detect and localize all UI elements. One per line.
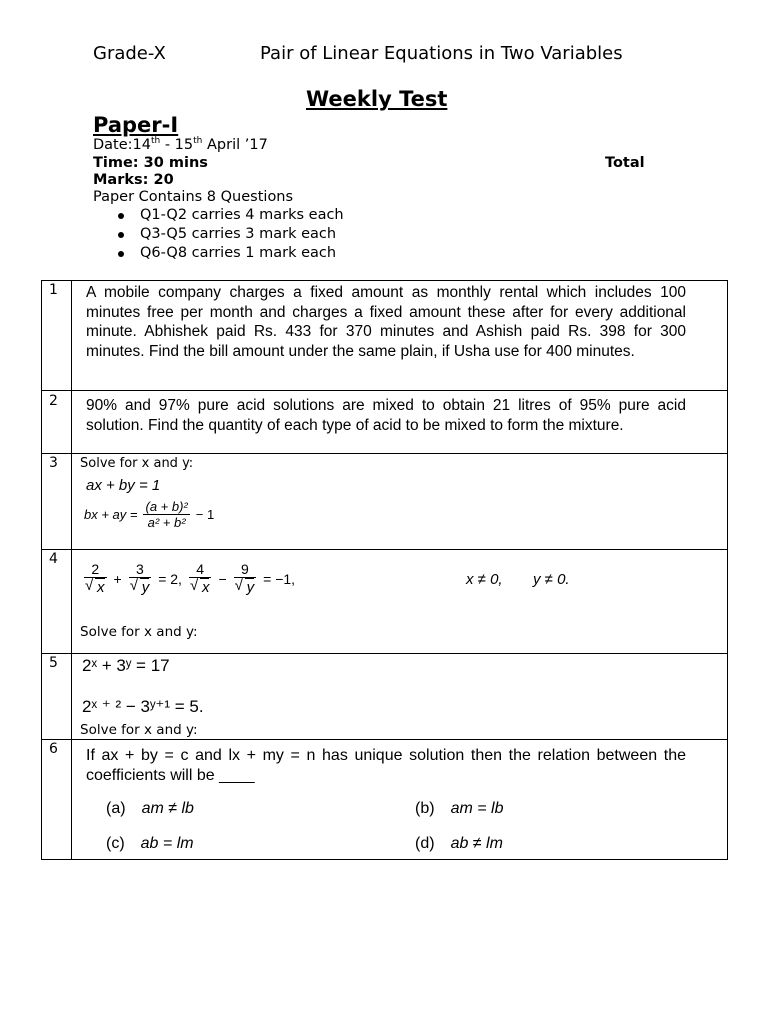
bullet-dot-icon [118, 251, 124, 257]
time-label: Time: 30 mins [93, 155, 208, 171]
option-c [106, 835, 194, 853]
fraction-denominator [189, 578, 212, 596]
option-label: (d) [415, 835, 435, 852]
fraction-numerator: 4 [189, 561, 212, 578]
fraction-numerator: 9 [234, 561, 257, 578]
fraction-denominator [84, 578, 107, 596]
question-number: 2 [49, 393, 58, 409]
option-a [106, 800, 194, 818]
total-label: Total [605, 155, 645, 171]
date-prefix: Date:14 [93, 137, 151, 153]
sqrt-symbol: √ y [245, 578, 255, 596]
fraction-numerator: 3 [129, 561, 152, 578]
option-label: (a) [106, 800, 126, 817]
row-divider [41, 453, 728, 454]
date-sup-1: th [151, 136, 161, 147]
fraction [84, 561, 107, 596]
operator: + [113, 570, 122, 587]
option-value: ab ≠ lm [450, 835, 503, 852]
fraction [234, 561, 257, 596]
table-border-right [727, 280, 728, 860]
question-number: 6 [49, 741, 58, 757]
question-number: 5 [49, 655, 58, 671]
sqrt-symbol: √ x [95, 578, 105, 596]
question-5-equation-1: 2ˣ + 3ʸ = 17 [82, 656, 170, 675]
question-4-equation [84, 561, 295, 596]
question-6-text: If ax + by = c and lx + my = n has unique solution then the relation between the coefficients will be ____ [86, 747, 686, 784]
test-date [93, 137, 268, 153]
bullet-item [140, 207, 344, 223]
eq2-lhs: bx + ay = [84, 507, 138, 522]
bullet-text: Q1-Q2 carries 4 marks each [140, 207, 344, 223]
table-border-left [41, 280, 42, 860]
bullet-text: Q3-Q5 carries 3 mark each [140, 226, 337, 242]
condition-x: x ≠ 0, [466, 571, 503, 588]
date-suffix: April ’17 [202, 137, 268, 153]
bullet-dot-icon [118, 213, 124, 219]
fraction-denominator [129, 578, 152, 596]
option-d [415, 835, 503, 853]
test-title: Weekly Test [306, 87, 448, 111]
table-column-divider [71, 280, 72, 860]
eq2-fraction [143, 499, 189, 530]
grade-label: Grade-X [93, 43, 166, 64]
date-sup-2: th [193, 136, 203, 147]
equals-part: = −1, [263, 570, 296, 587]
option-value: am ≠ lb [141, 800, 194, 817]
question-2-text: 90% and 97% pure acid solutions are mixed to obtain 21 litres of 95% pure acid solution. Find the quantity of each type of acid to be mixed to form the mixture. [86, 397, 686, 434]
question-4-instruction: Solve for x and y: [80, 624, 198, 640]
fraction-numerator: 2 [84, 561, 107, 578]
marks-label: Marks: 20 [93, 172, 174, 188]
option-label: (c) [106, 835, 125, 852]
question-3-equation-2 [84, 499, 214, 530]
bullet-text: Q6-Q8 carries 1 mark each [140, 245, 337, 261]
operator: − [218, 570, 227, 587]
fraction [129, 561, 152, 596]
question-5-instruction: Solve for x and y: [80, 722, 198, 738]
option-value: ab = lm [140, 835, 194, 852]
question-number: 4 [49, 551, 58, 567]
row-divider [41, 739, 728, 740]
eq2-rhs: − 1 [195, 507, 215, 522]
row-divider [41, 653, 728, 654]
sqrt-symbol: √ y [140, 578, 150, 596]
option-value: am = lb [450, 800, 504, 817]
question-number: 1 [49, 282, 58, 298]
question-1-text: A mobile company charges a fixed amount as monthly rental which includes 100 minutes free per month and charges a fixed amount these after for every additional minute. Abhishek paid Rs. 433 for 370 minutes and Ashish paid Rs. 398 for 300 minutes. Find the bill amount under the same plain, if Usha use for 400 minutes. [86, 284, 686, 360]
paper-title: Paper-I [93, 113, 179, 137]
fraction-denominator [234, 578, 257, 596]
question-5-equation-2: 2ˣ ⁺ ² − 3ʸ⁺¹ = 5. [82, 697, 204, 716]
bullet-dot-icon [118, 232, 124, 238]
fraction [189, 561, 212, 596]
row-divider [41, 549, 728, 550]
question-3-equation-1: ax + by = 1 [86, 477, 161, 494]
option-b [415, 800, 503, 818]
table-border-bottom [41, 859, 728, 860]
question-number: 3 [49, 455, 58, 471]
equals-part: = 2, [158, 570, 182, 587]
sqrt-symbol: √ x [200, 578, 210, 596]
row-divider [41, 390, 728, 391]
bullet-item [140, 245, 336, 261]
bullet-item [140, 226, 336, 242]
eq2-denominator: a² + b² [147, 515, 186, 530]
questions-count: Paper Contains 8 Questions [93, 189, 294, 205]
option-label: (b) [415, 800, 435, 817]
table-border-top [41, 280, 728, 281]
question-3-instruction: Solve for x and y: [80, 456, 194, 471]
date-mid: - 15 [160, 137, 194, 153]
condition-y: y ≠ 0. [533, 571, 570, 588]
eq2-numerator: (a + b)² [145, 499, 188, 514]
chapter-title: Pair of Linear Equations in Two Variables [260, 43, 623, 64]
